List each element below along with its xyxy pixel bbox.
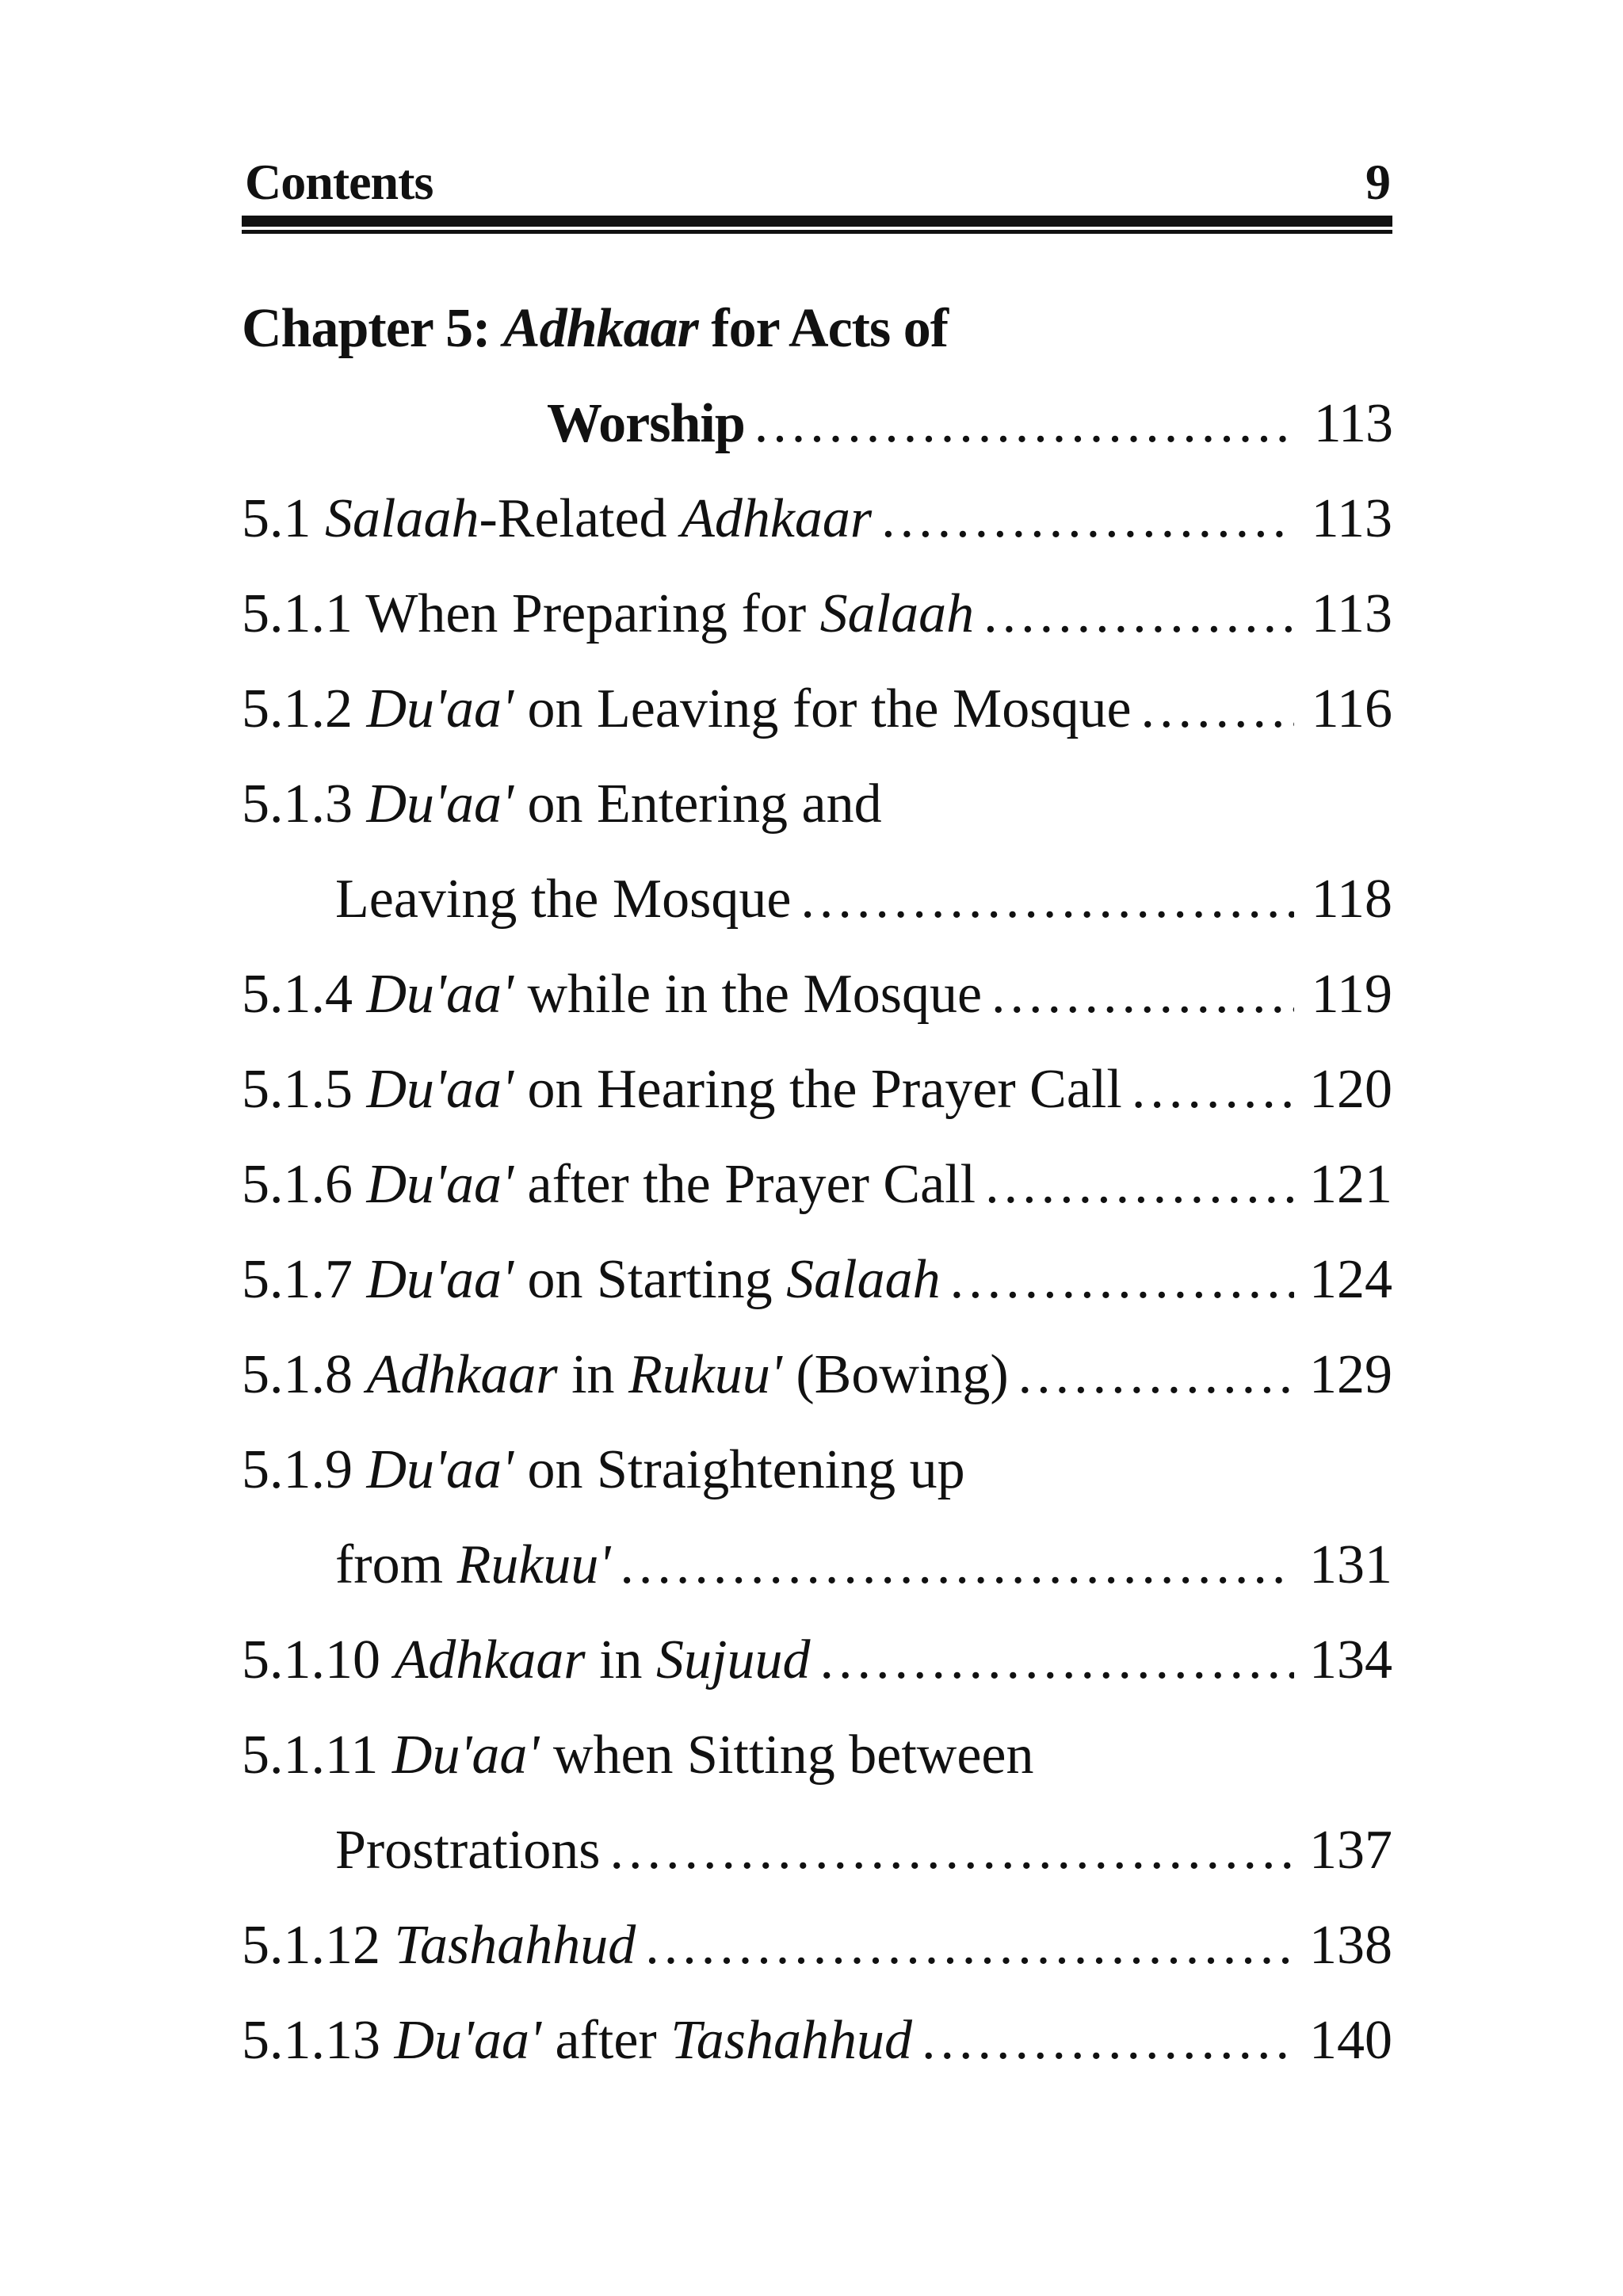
toc-entry-number: 5.1.2 xyxy=(242,678,353,739)
toc-entry-page-number: 118 xyxy=(1311,869,1392,930)
toc-entry xyxy=(242,472,1392,567)
toc-entry-title xyxy=(242,1993,912,2088)
toc-entry-number: 5.1 xyxy=(242,488,311,549)
toc-entry xyxy=(242,1328,1392,1423)
toc-entry-number: 5.1.11 xyxy=(242,1725,379,1786)
toc-entry-page-number: 113 xyxy=(1311,488,1392,549)
dot-leader xyxy=(754,376,1294,472)
toc-entry xyxy=(242,1042,1392,1137)
dot-leader xyxy=(1018,1328,1294,1423)
toc-entry xyxy=(242,662,1392,757)
dot-leader xyxy=(609,1803,1294,1898)
entry-title-text: -Related xyxy=(479,488,682,549)
entry-title-text: on Straightening up xyxy=(514,1439,965,1500)
chapter-page-number: 113 xyxy=(1313,393,1392,454)
toc-entry-title xyxy=(242,567,974,662)
toc-entry-page-number: 113 xyxy=(1311,583,1392,644)
running-head-page-number: 9 xyxy=(1365,154,1390,210)
entry-title-italic: Du'aa' xyxy=(366,1439,514,1500)
toc-entry-title xyxy=(242,757,882,852)
dot-leader xyxy=(800,852,1294,947)
chapter-title-italic: Adhkaar xyxy=(502,298,698,359)
toc-entry xyxy=(242,947,1392,1042)
entry-title-italic: Adhkaar xyxy=(366,1344,558,1405)
dot-leader xyxy=(1132,1042,1294,1137)
toc-entry-continued xyxy=(242,852,1392,947)
entry-title-italic: Du'aa' xyxy=(366,964,514,1025)
entry-title-italic: Du'aa' xyxy=(366,1059,514,1120)
toc-entry-title xyxy=(242,1137,976,1232)
toc-entry-title xyxy=(242,1898,636,1993)
toc-entry-number: 5.1.13 xyxy=(242,2010,380,2071)
toc-entry xyxy=(242,1708,1392,1803)
toc-entry xyxy=(242,1613,1392,1708)
toc-entry-number: 5.1.5 xyxy=(242,1059,353,1120)
toc-entry xyxy=(242,757,1392,852)
toc-entry-title xyxy=(242,1708,1033,1803)
toc-entry-title xyxy=(242,1328,1009,1423)
entry-title-italic: Du'aa' xyxy=(394,2010,541,2071)
header-rule-thin xyxy=(242,230,1392,234)
toc-entry-title xyxy=(242,1232,941,1328)
entry-title-italic: Du'aa' xyxy=(391,1725,540,1786)
chapter-title-continued: Worship xyxy=(547,393,745,454)
entry-title-italic: Adhkaar xyxy=(394,1629,586,1690)
entry-title-italic: Tashahhud xyxy=(670,2010,912,2071)
toc-entry-title xyxy=(242,472,872,567)
dot-leader xyxy=(983,567,1294,662)
dot-leader xyxy=(620,1518,1294,1613)
entry-title-text: on Hearing the Prayer Call xyxy=(514,1059,1122,1120)
toc-entry-continued xyxy=(242,1518,1392,1613)
toc-entry xyxy=(242,1137,1392,1232)
toc-entry-continued xyxy=(242,1803,1392,1898)
entry-title-italic: Tashahhud xyxy=(394,1915,636,1976)
entry-title-italic: Du'aa' xyxy=(366,1154,514,1215)
toc-entry-number: 5.1.12 xyxy=(242,1915,380,1976)
toc-entry-title-continued: Prostrations xyxy=(335,1820,601,1881)
toc-entry-number: 5.1.8 xyxy=(242,1344,353,1405)
toc-entry-title xyxy=(242,947,982,1042)
toc-entry-page-number: 119 xyxy=(1311,964,1392,1025)
entry-title-italic: Du'aa' xyxy=(366,1249,514,1310)
table-of-contents xyxy=(242,281,1392,2088)
toc-entry-page-number: 131 xyxy=(1309,1534,1392,1595)
entry-title-text: on Starting xyxy=(514,1249,787,1310)
entry-title-italic: Rukuu' xyxy=(628,1344,782,1405)
entry-title-italic: Adhkaar xyxy=(681,488,873,549)
toc-entry-page-number: 116 xyxy=(1311,678,1392,739)
entry-title-text: (Bowing) xyxy=(781,1344,1009,1405)
entry-title-text: on Leaving for the Mosque xyxy=(514,678,1132,739)
dot-leader xyxy=(819,1613,1294,1708)
toc-entry-title xyxy=(242,662,1132,757)
running-head-title: Contents xyxy=(245,154,433,210)
entry-title-italic: Sujuud xyxy=(656,1629,811,1690)
dot-leader xyxy=(991,947,1294,1042)
toc-entry-page-number: 134 xyxy=(1309,1629,1392,1690)
toc-entry-page-number: 121 xyxy=(1309,1154,1392,1215)
toc-entry xyxy=(242,567,1392,662)
entry-title-text: while in the Mosque xyxy=(514,964,983,1025)
entry-title-text: from xyxy=(335,1534,457,1595)
toc-entry-number: 5.1.1 xyxy=(242,583,353,644)
dot-leader xyxy=(985,1137,1294,1232)
toc-entry-number: 5.1.9 xyxy=(242,1439,353,1500)
entry-title-italic: Du'aa' xyxy=(366,678,514,739)
toc-entry-title-continued: Leaving the Mosque xyxy=(335,869,792,930)
chapter-title-rest: for Acts of xyxy=(711,298,949,359)
dot-leader xyxy=(1141,662,1294,757)
toc-entry-number: 5.1.7 xyxy=(242,1249,353,1310)
toc-chapter-heading xyxy=(242,281,1392,376)
entry-title-italic: Salaah xyxy=(819,583,975,644)
toc-entry-number: 5.1.6 xyxy=(242,1154,353,1215)
toc-entry-title-continued xyxy=(335,1518,610,1613)
header-rule-thick xyxy=(242,216,1392,227)
toc-entry xyxy=(242,1232,1392,1328)
entry-title-italic: Salaah xyxy=(325,488,479,549)
toc-entry xyxy=(242,1993,1392,2088)
entry-title-text: on Entering and xyxy=(514,774,882,835)
entry-title-text: in xyxy=(557,1344,629,1405)
chapter-label: Chapter 5: xyxy=(242,298,491,359)
toc-entry-title xyxy=(242,1042,1122,1137)
running-head xyxy=(245,151,1390,214)
toc-entry-page-number: 120 xyxy=(1309,1059,1392,1120)
toc-entry-number: 5.1.4 xyxy=(242,964,353,1025)
entry-title-italic: Du'aa' xyxy=(366,774,514,835)
toc-entry-number: 5.1.10 xyxy=(242,1629,380,1690)
toc-entry-number: 5.1.3 xyxy=(242,774,353,835)
toc-entry-title xyxy=(242,1423,965,1518)
entry-title-text: after the Prayer Call xyxy=(514,1154,976,1215)
toc-chapter-heading-continued xyxy=(242,376,1392,472)
entry-title-text: when Sitting between xyxy=(539,1725,1034,1786)
toc-entry xyxy=(242,1423,1392,1518)
toc-entry-page-number: 137 xyxy=(1309,1820,1392,1881)
dot-leader xyxy=(881,472,1294,567)
toc-entry-page-number: 124 xyxy=(1309,1249,1392,1310)
dot-leader xyxy=(922,1993,1294,2088)
dot-leader xyxy=(950,1232,1294,1328)
entry-title-text: in xyxy=(585,1629,657,1690)
toc-entry-title xyxy=(242,1613,810,1708)
entry-title-italic: Rukuu' xyxy=(456,1534,611,1595)
dot-leader xyxy=(645,1898,1294,1993)
entry-title-text: after xyxy=(541,2010,671,2071)
toc-entry xyxy=(242,1898,1392,1993)
toc-entry-page-number: 129 xyxy=(1309,1344,1392,1405)
toc-entry-page-number: 140 xyxy=(1309,2010,1392,2071)
toc-entry-page-number: 138 xyxy=(1309,1915,1392,1976)
entry-title-italic: Salaah xyxy=(786,1249,941,1310)
entry-title-text: When Preparing for xyxy=(365,583,820,644)
